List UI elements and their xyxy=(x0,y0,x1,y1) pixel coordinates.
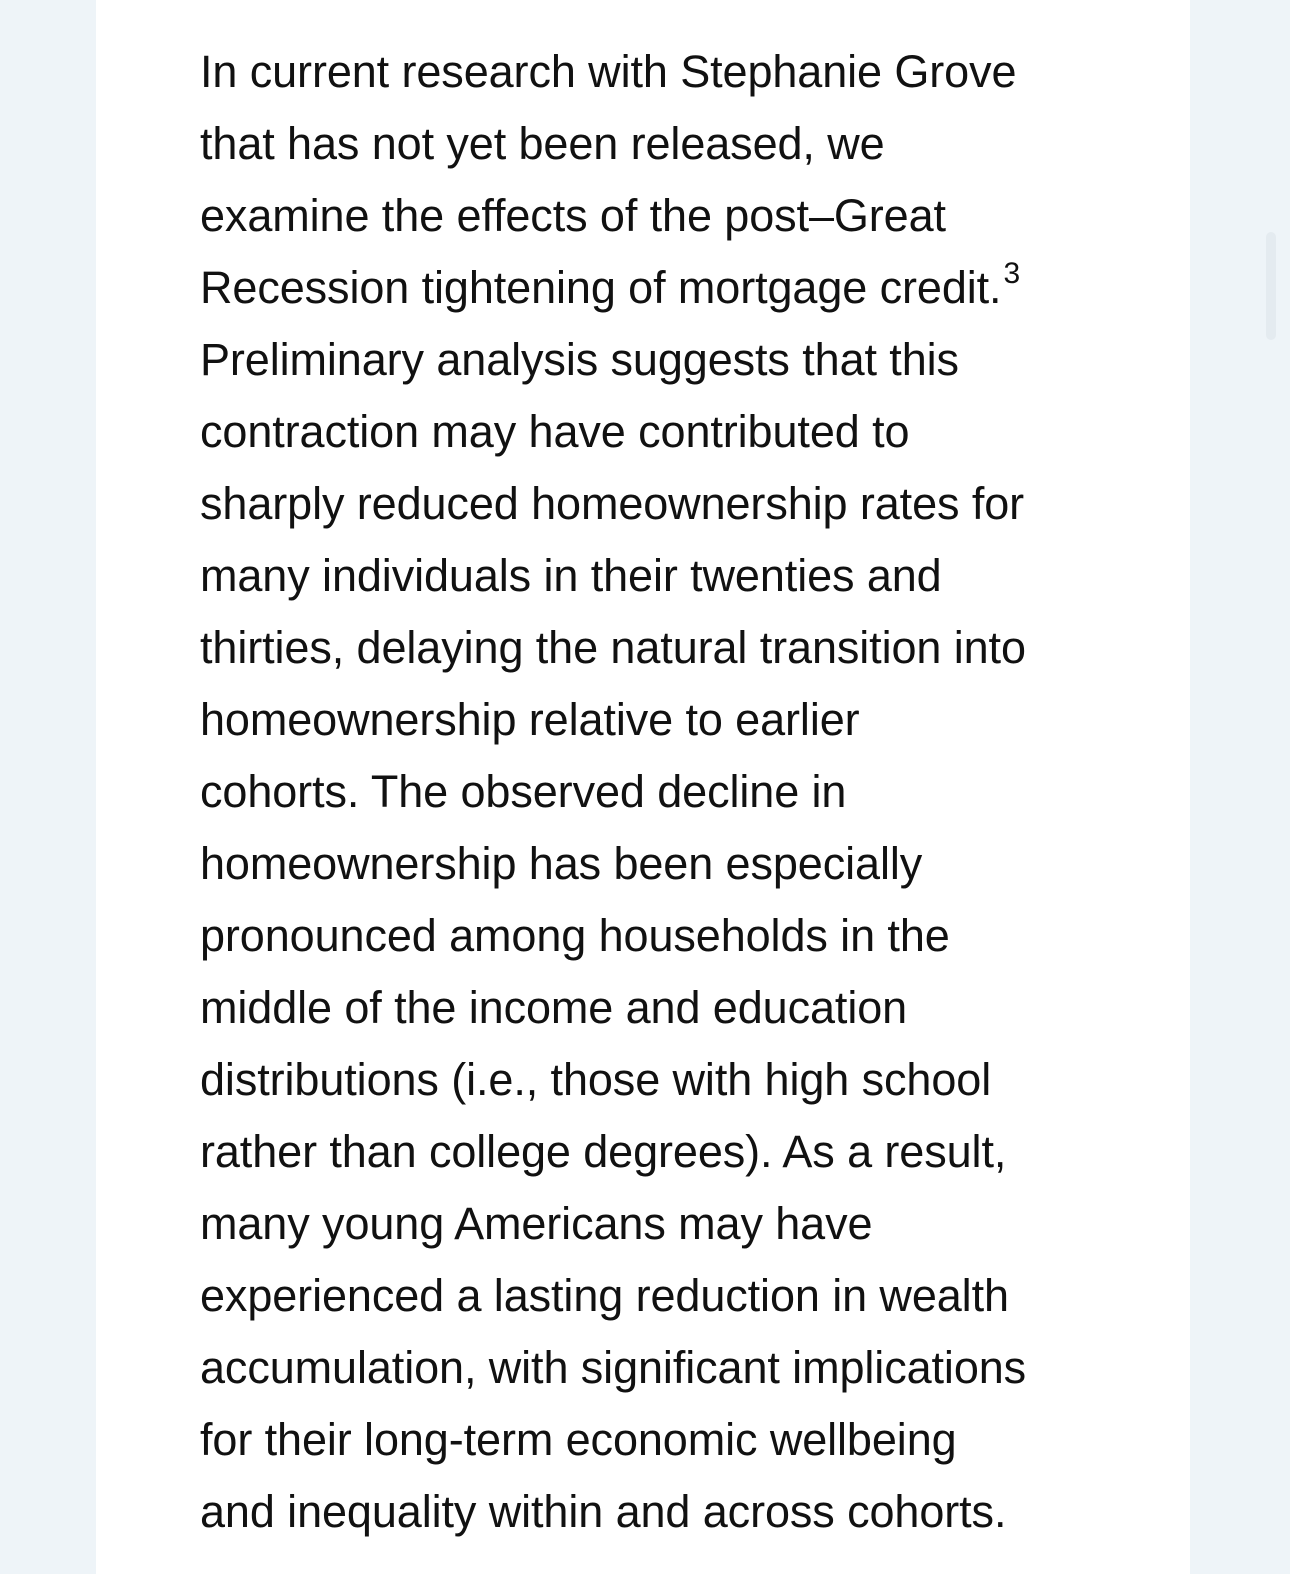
paragraph-line: accumulation, with significant implications xyxy=(200,1342,1027,1393)
paragraph-line: homeownership relative to earlier xyxy=(200,694,860,745)
article-paragraph xyxy=(200,36,1100,1548)
paragraph-line: In current research with Stephanie Grove xyxy=(200,46,1017,97)
paragraph-line: and inequality within and across cohorts. xyxy=(200,1486,1007,1537)
paragraph-line: for their long-term economic wellbeing xyxy=(200,1414,957,1465)
paragraph-line: Preliminary analysis suggests that this xyxy=(200,334,959,385)
paragraph-line: middle of the income and education xyxy=(200,982,908,1033)
paragraph-line xyxy=(200,252,1100,324)
document-page xyxy=(96,0,1190,1574)
paragraph-line: cohorts. The observed decline in xyxy=(200,766,847,817)
paragraph-line: many individuals in their twenties and xyxy=(200,550,942,601)
paragraph-line: homeownership has been especially xyxy=(200,838,923,889)
paragraph-line: contraction may have contributed to xyxy=(200,406,910,457)
footnote-marker[interactable]: 3 xyxy=(1003,257,1021,290)
paragraph-line: that has not yet been released, we xyxy=(200,118,885,169)
paragraph-line: pronounced among households in the xyxy=(200,910,950,961)
scrollbar-thumb[interactable] xyxy=(1266,232,1276,340)
paragraph-line: rather than college degrees). As a result, xyxy=(200,1126,1007,1177)
paragraph-line: thirties, delaying the natural transition into xyxy=(200,622,1026,673)
paragraph-line: distributions (i.e., those with high school xyxy=(200,1054,992,1105)
paragraph-line: sharply reduced homeownership rates for xyxy=(200,478,1025,529)
paragraph-line: experienced a lasting reduction in wealth xyxy=(200,1270,1009,1321)
paragraph-line: examine the effects of the post–Great xyxy=(200,190,946,241)
paragraph-line: many young Americans may have xyxy=(200,1198,873,1249)
paragraph-line-text: Recession tightening of mortgage credit. xyxy=(200,262,1002,313)
